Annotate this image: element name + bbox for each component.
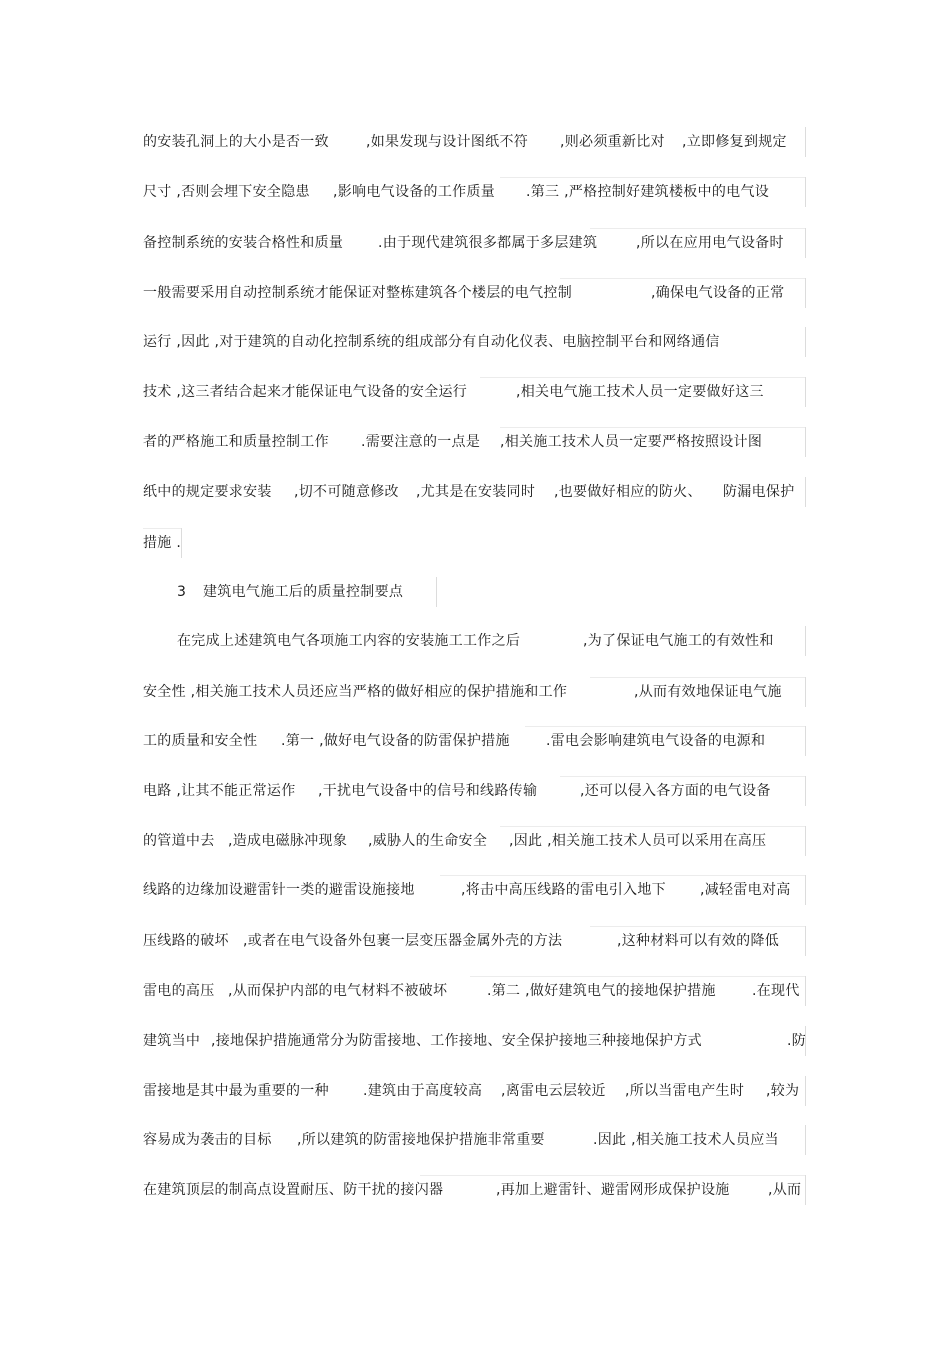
text-segment: 在建筑顶层的制高点设置耐压、防干扰的接闪器 <box>143 1182 444 1198</box>
text-line <box>0 726 950 756</box>
column-rule <box>805 377 806 407</box>
column-rule <box>805 228 806 258</box>
column-rule <box>805 127 806 157</box>
text-segment: ,再加上避雷针、避雷网形成保护设施 <box>496 1182 730 1198</box>
text-segment: 技术 ,这三者结合起来才能保证电气设备的安全运行 <box>143 384 468 400</box>
text-segment: ,离雷电云层较近 <box>501 1083 606 1099</box>
column-rule <box>805 177 806 207</box>
text-line <box>0 875 950 905</box>
column-rule <box>436 577 437 607</box>
text-segment: .第一 ,做好电气设备的防雷保护措施 <box>281 733 510 749</box>
column-rule <box>805 278 806 308</box>
text-line <box>0 228 950 258</box>
text-segment: 线路的边缘加设避雷针一类的避雷设施接地 <box>143 882 415 898</box>
text-line <box>0 826 950 856</box>
text-segment: 的管道中去 <box>143 833 215 849</box>
text-segment: .因此 ,相关施工技术人员应当 <box>593 1132 779 1148</box>
text-segment: ,还可以侵入各方面的电气设备 <box>580 783 771 799</box>
text-segment: 防漏电保护 <box>723 484 795 500</box>
text-segment: 纸中的规定要求安装 <box>143 484 272 500</box>
text-line <box>0 427 950 457</box>
text-line <box>0 127 950 157</box>
text-line <box>0 1125 950 1155</box>
text-segment: 尺寸 ,否则会埋下安全隐患 <box>143 184 310 200</box>
text-segment: 工的质量和安全性 <box>143 733 258 749</box>
text-segment: 一般需要采用自动控制系统才能保证对整栋建筑各个楼层的电气控制 <box>143 285 572 301</box>
text-segment: ,减轻雷电对高 <box>700 882 791 898</box>
column-rule <box>805 1076 806 1106</box>
text-segment: ,所以在应用电气设备时 <box>636 235 784 251</box>
text-segment: ,则必须重新比对 <box>560 134 665 150</box>
text-segment: .雷电会影响建筑电气设备的电源和 <box>546 733 766 749</box>
text-segment: .防 <box>787 1033 807 1049</box>
column-rule <box>805 1175 806 1205</box>
text-segment: ,所以建筑的防雷接地保护措施非常重要 <box>297 1132 545 1148</box>
text-segment: .需要注意的一点是 <box>361 434 481 450</box>
text-segment: 在完成上述建筑电气各项施工内容的安装施工工作之后 <box>177 633 521 649</box>
text-line <box>0 1026 950 1056</box>
text-line <box>0 377 950 407</box>
column-rule <box>805 626 806 656</box>
text-segment: ,影响电气设备的工作质量 <box>333 184 496 200</box>
column-rule <box>805 677 806 707</box>
text-line <box>0 926 950 956</box>
column-rule <box>805 976 806 1006</box>
text-segment: 安全性 ,相关施工技术人员还应当严格的做好相应的保护措施和工作 <box>143 684 568 700</box>
text-segment: ,也要做好相应的防火、 <box>554 484 702 500</box>
text-segment: 容易成为袭击的目标 <box>143 1132 272 1148</box>
text-line <box>0 1076 950 1106</box>
text-segment: 雷接地是其中最为重要的一种 <box>143 1083 329 1099</box>
text-line <box>0 177 950 207</box>
text-segment: 措施 . <box>143 535 182 551</box>
text-line <box>0 477 950 507</box>
text-segment: 建筑当中 <box>143 1033 201 1049</box>
text-segment: ,立即修复到规定 <box>682 134 787 150</box>
text-line <box>0 1175 950 1205</box>
text-segment: 者的严格施工和质量控制工作 <box>143 434 329 450</box>
text-segment: ,所以当雷电产生时 <box>625 1083 745 1099</box>
column-rule <box>805 1125 806 1155</box>
text-segment: ,相关施工技术人员一定要严格按照设计图 <box>500 434 763 450</box>
column-rule <box>805 776 806 806</box>
text-segment: ,相关电气施工技术人员一定要做好这三 <box>516 384 764 400</box>
text-segment: .在现代 <box>752 983 800 999</box>
text-segment: ,或者在电气设备外包裹一层变压器金属外壳的方法 <box>243 933 563 949</box>
column-rule <box>805 427 806 457</box>
section-heading <box>0 577 950 607</box>
text-segment: .第二 ,做好建筑电气的接地保护措施 <box>487 983 716 999</box>
column-rule <box>805 327 806 357</box>
text-segment: ,威胁人的生命安全 <box>368 833 488 849</box>
text-segment: 运行 ,因此 ,对于建筑的自动化控制系统的组成部分有自动化仪表、电脑控制平台和网络通信 <box>143 334 720 350</box>
text-segment: ,确保电气设备的正常 <box>651 285 785 301</box>
text-segment: ,从而 <box>768 1182 802 1198</box>
text-segment: 电路 ,让其不能正常运作 <box>143 783 296 799</box>
heading-number: 3 <box>177 584 187 600</box>
text-segment: ,接地保护措施通常分为防雷接地、工作接地、安全保护接地三种接地保护方式 <box>211 1033 702 1049</box>
text-segment: ,这种材料可以有效的降低 <box>617 933 780 949</box>
text-segment: 的安装孔洞上的大小是否一致 <box>143 134 329 150</box>
column-rule <box>181 528 182 558</box>
text-line <box>0 677 950 707</box>
text-segment: 备控制系统的安装合格性和质量 <box>143 235 344 251</box>
text-segment: 雷电的高压 <box>143 983 215 999</box>
text-line <box>0 528 950 558</box>
text-segment: ,切不可随意修改 <box>294 484 399 500</box>
text-line <box>0 327 950 357</box>
text-segment: .由于现代建筑很多都属于多层建筑 <box>378 235 598 251</box>
text-segment: .建筑由于高度较高 <box>363 1083 483 1099</box>
text-line <box>0 976 950 1006</box>
text-segment: 压线路的破坏 <box>143 933 229 949</box>
heading-title: 建筑电气施工后的质量控制要点 <box>203 584 404 600</box>
text-segment: .第三 ,严格控制好建筑楼板中的电气设 <box>526 184 770 200</box>
text-segment: ,如果发现与设计图纸不符 <box>366 134 529 150</box>
text-line <box>0 626 950 656</box>
text-segment: ,从而有效地保证电气施 <box>634 684 782 700</box>
text-line <box>0 278 950 308</box>
text-segment: ,将击中高压线路的雷电引入地下 <box>461 882 666 898</box>
text-segment: ,为了保证电气施工的有效性和 <box>583 633 774 649</box>
text-segment: ,从而保护内部的电气材料不被破坏 <box>228 983 448 999</box>
column-rule <box>805 926 806 956</box>
text-segment: ,因此 ,相关施工技术人员可以采用在高压 <box>509 833 767 849</box>
text-segment: ,尤其是在安装同时 <box>416 484 536 500</box>
column-rule <box>805 726 806 756</box>
text-segment: ,较为 <box>766 1083 800 1099</box>
column-rule <box>805 477 806 507</box>
column-rule <box>805 1026 806 1056</box>
text-line <box>0 776 950 806</box>
column-rule <box>805 875 806 905</box>
column-rule <box>805 826 806 856</box>
text-segment: ,干扰电气设备中的信号和线路传输 <box>318 783 538 799</box>
text-segment: ,造成电磁脉冲现象 <box>228 833 348 849</box>
